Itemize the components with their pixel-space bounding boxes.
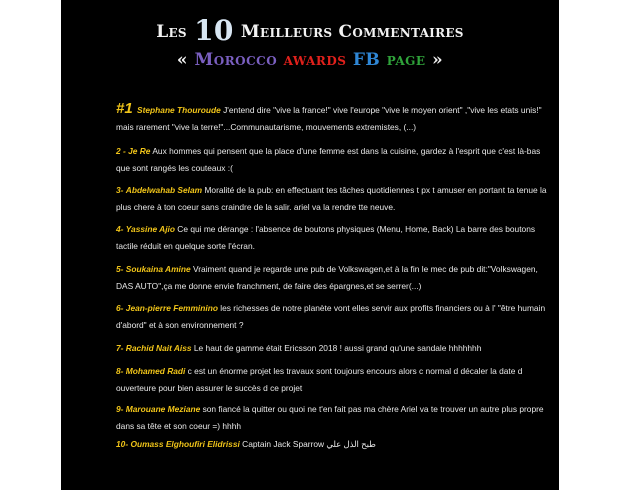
- comment-author: Abdelwahab Selam: [125, 185, 203, 195]
- subtitle-close-quote: »: [431, 50, 444, 70]
- subtitle-word-morocco: Morocco: [194, 50, 278, 70]
- subtitle-word-page: page: [386, 50, 426, 70]
- comment-text: Ce qui me dérange : l'absence de boutons physiques (Menu, Home, Back) La barre des boutons tactile réduit en quelque sorte l'écran.: [116, 224, 536, 251]
- comment-author: Je Re: [128, 146, 151, 156]
- comment-rank: 10-: [116, 439, 129, 449]
- comment-author: Stephane Thouroude: [137, 105, 221, 115]
- comment-arabic-text: طبح الذل علي: [326, 439, 376, 449]
- comment-rank: 7-: [116, 343, 124, 353]
- comment-text: les richesses de notre planète vont elles servir aux profits financiers ou à l' "être humain d'abord" et à son environnement ?: [116, 303, 546, 330]
- comment-text: Le haut de gamme était Ericsson 2018 ! aussi grand qu'une sandale hhhhhhh: [193, 343, 482, 353]
- comment-text: Aux hommes qui pensent que la place d'une femme est dans la cuisine, gardez à l'esprit que c'est là-bas que sont rangés les couteaux :(: [116, 146, 541, 173]
- comment-rank: #1: [116, 100, 133, 117]
- comment-item-9: [116, 401, 556, 435]
- comment-rank: 9-: [116, 404, 124, 414]
- title-suffix: Meilleurs Commentaires: [240, 22, 464, 42]
- poster-canvas: [61, 0, 559, 490]
- comment-author: Yassine Ajio: [125, 224, 175, 234]
- subtitle-word-awards: awards: [283, 50, 347, 70]
- comment-item-5: [116, 261, 556, 295]
- title-number: 10: [194, 14, 234, 47]
- comment-item-8: [116, 363, 556, 397]
- comment-text: son fiancé la quitter ou quoi ne t'en fait pas ma chère Ariel va te trouver un autre plus propre dans sa tête et son coeur =) hhhh: [116, 404, 544, 431]
- comment-text: J'entend dire "vive la france!" vive l'europe "vive le moyen orient" ,"vive les etats unis!" mais rarement "vive la terre!"...Communautarisme, mouvements extremistes, (...): [116, 105, 542, 132]
- comment-author: Mohamed Radi: [125, 366, 186, 376]
- comment-item-1: [116, 100, 556, 136]
- comment-item-3: [116, 182, 556, 216]
- comment-author: Soukaina Amine: [125, 264, 191, 274]
- comment-text: c est un énorme projet les travaux sont toujours encours alors c normal d décaler la date d ouverteure pour bien assurer le succès d ce projet: [116, 366, 523, 393]
- comment-rank: 3-: [116, 185, 124, 195]
- title-prefix: Les: [156, 22, 187, 42]
- page-title: [61, 14, 559, 47]
- comment-item-2: [116, 143, 556, 177]
- comment-author: Jean-pierre Femminino: [125, 303, 218, 313]
- comment-rank: 6-: [116, 303, 124, 313]
- comment-item-6: [116, 300, 556, 334]
- subtitle-word-fb: FB: [352, 50, 381, 70]
- subtitle-open-quote: «: [176, 50, 189, 70]
- comment-text: Moralité de la pub: en effectuant tes tâches quotidiennes t px t amuser en portant ta tenue la plus chere à ton coeur sans craindre de la salir. ariel va la rendre tte neuve.: [116, 185, 547, 212]
- comment-rank: 5-: [116, 264, 124, 274]
- comment-item-10: [116, 436, 556, 453]
- comment-rank: 2 -: [116, 146, 126, 156]
- comment-item-7: [116, 340, 556, 357]
- comment-author: Marouane Meziane: [125, 404, 201, 414]
- comment-rank: 8-: [116, 366, 124, 376]
- comment-item-4: [116, 221, 556, 255]
- comment-text: Captain Jack Sparrow: [242, 439, 325, 449]
- comment-author: Rachid Nait Aiss: [125, 343, 192, 353]
- comment-text: Vraiment quand je regarde une pub de Volkswagen,et à la fin le mec de pub dit:"Volkswagen, DAS AUTO",ça me donne envie franchment, de faire des épargnes,et se serrer(...): [116, 264, 538, 291]
- page-subtitle: [61, 50, 559, 70]
- comment-author: Oumass Elghoufiri Elidrissi: [130, 439, 240, 449]
- comment-rank: 4-: [116, 224, 124, 234]
